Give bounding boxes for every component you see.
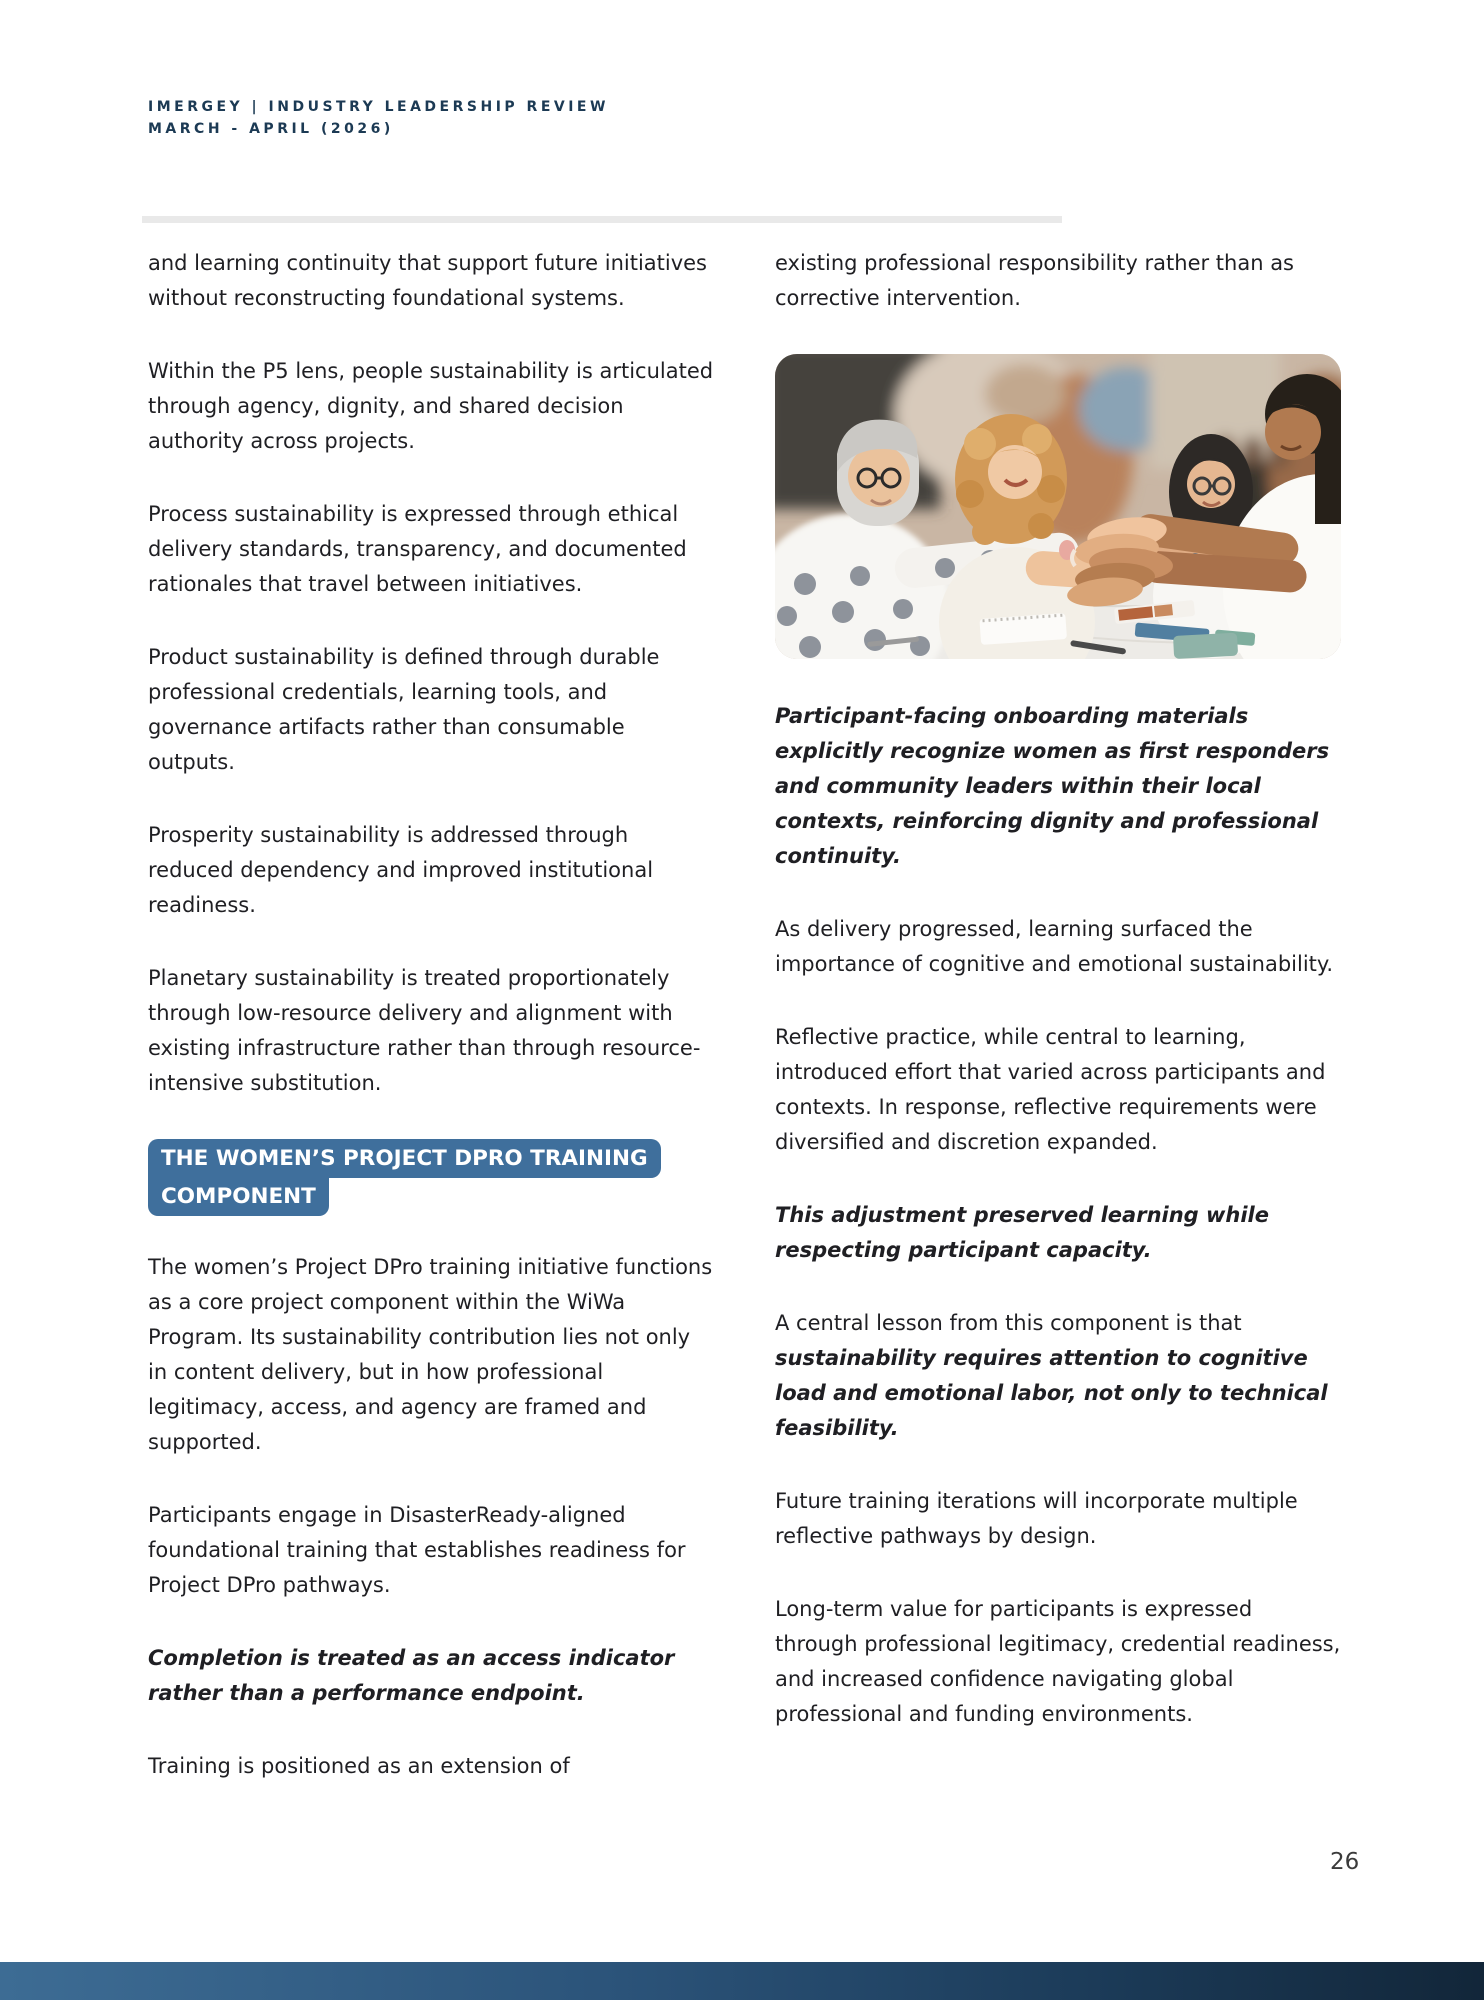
mixed-paragraph-lead: A central lesson from this component is that — [775, 1311, 1242, 1335]
emphasis-paragraph: This adjustment preserved learning while respecting participant capacity. — [775, 1203, 1270, 1262]
body-paragraph: Training is positioned as an extension of — [148, 1754, 570, 1778]
top-divider — [142, 216, 1062, 223]
team-hands-photo — [775, 354, 1341, 659]
page-number: 26 — [1330, 1849, 1360, 1875]
mixed-paragraph-emphasis: sustainability requires attention to cognitive load and emotional labor, not only to technical feasibility. — [775, 1346, 1328, 1440]
header-line-1: IMERGEY | INDUSTRY LEADERSHIP REVIEW — [148, 99, 609, 115]
body-paragraph: Reflective practice, while central to learning, introduced effort that varied across participants and contexts. In response, reflective requirements were diversified and discretion expanded. — [775, 1025, 1326, 1154]
photo-figure — [775, 354, 1341, 659]
body-paragraph: Long-term value for participants is expressed through professional legitimacy, credential readiness, and increased confidence navigating global professional and funding environments. — [775, 1597, 1341, 1726]
body-paragraph: and learning continuity that support future initiatives without reconstructing foundational systems. — [148, 251, 708, 310]
body-paragraph: As delivery progressed, learning surfaced the importance of cognitive and emotional sustainability. — [775, 917, 1334, 976]
body-paragraph: Product sustainability is defined through durable professional credentials, learning tools, and governance artifacts rather than consumable outputs. — [148, 645, 660, 774]
section-heading-badge — [148, 1139, 714, 1216]
footer-bar — [0, 1962, 1484, 2000]
body-paragraph: Within the P5 lens, people sustainability is articulated through agency, dignity, and shared decision authority across projects. — [148, 359, 714, 453]
body-paragraph: The women’s Project DPro training initiative functions as a core project component within the WiWa Program. Its sustainability contribution lies not only in content delivery, but in how professional legitimacy, access, and agency are framed and supported. — [148, 1255, 713, 1454]
badge-line-2: COMPONENT — [148, 1177, 329, 1216]
right-column — [775, 246, 1341, 1732]
emphasis-paragraph: Participant-facing onboarding materials explicitly recognize women as first responders and community leaders within their local contexts, reinforcing dignity and professional continuity. — [775, 704, 1330, 868]
page-header — [148, 96, 609, 140]
emphasis-paragraph: Completion is treated as an access indicator rather than a performance endpoint. — [148, 1646, 675, 1705]
body-paragraph: Participants engage in DisasterReady-aligned foundational training that establishes readiness for Project DPro pathways. — [148, 1503, 686, 1597]
body-paragraph: Prosperity sustainability is addressed through reduced dependency and improved institutional readiness. — [148, 823, 654, 917]
body-paragraph: Planetary sustainability is treated proportionately through low-resource delivery and alignment with existing infrastructure rather than through resource-intensive substitution. — [148, 966, 701, 1095]
mixed-paragraph — [775, 1306, 1341, 1446]
left-column — [148, 246, 714, 1784]
badge-line-1: THE WOMEN’S PROJECT DPRO TRAINING — [148, 1139, 661, 1178]
body-paragraph: Future training iterations will incorporate multiple reflective pathways by design. — [775, 1489, 1298, 1548]
header-line-2: MARCH - APRIL (2026) — [148, 121, 394, 137]
body-paragraph: Process sustainability is expressed through ethical delivery standards, transparency, and documented rationales that travel between initiatives. — [148, 502, 687, 596]
body-paragraph: existing professional responsibility rather than as corrective intervention. — [775, 251, 1295, 310]
